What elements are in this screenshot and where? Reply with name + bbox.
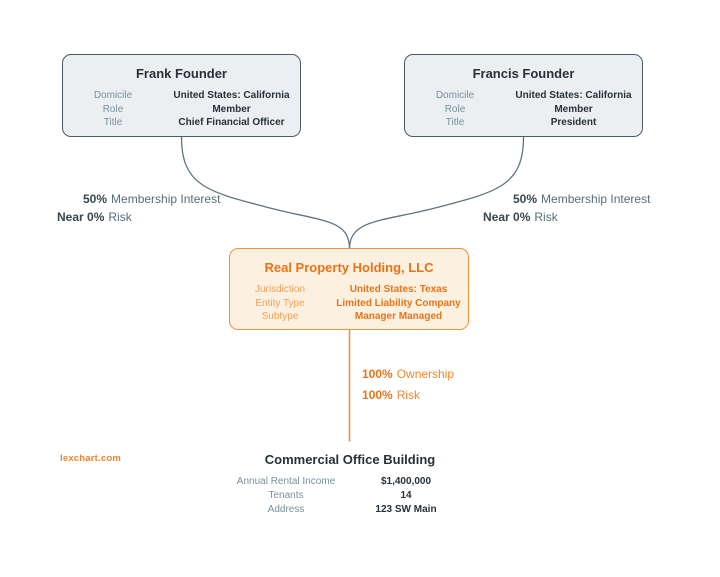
attribute-value: Member bbox=[212, 103, 251, 115]
attribute-label: Address bbox=[267, 504, 305, 515]
node-title: Commercial Office Building bbox=[264, 452, 436, 467]
attribute-value: Member bbox=[554, 103, 593, 115]
attribute-label: Subtype bbox=[261, 311, 299, 322]
attribute-label: Annual Rental Income bbox=[236, 476, 336, 487]
node-attributes bbox=[230, 283, 468, 324]
risk-text: Risk bbox=[396, 388, 421, 402]
risk-text: Risk bbox=[108, 210, 132, 224]
risk-text: Risk bbox=[534, 210, 558, 224]
edge-label-frank-risk bbox=[57, 210, 132, 225]
interest-percent: 50% bbox=[513, 192, 538, 206]
attribute-label: Domicile bbox=[435, 90, 475, 101]
attribute-row bbox=[230, 503, 470, 517]
edge-francis-to-holding-line bbox=[350, 137, 524, 249]
attribute-row bbox=[230, 489, 470, 503]
risk-percent: 100% bbox=[362, 388, 393, 402]
node-attributes bbox=[63, 89, 300, 130]
attribute-value: Limited Liability Company bbox=[336, 297, 461, 309]
attribute-label: Title bbox=[103, 117, 123, 128]
edge-label-frank-interest bbox=[83, 192, 220, 207]
node-title: Francis Founder bbox=[472, 66, 575, 81]
attribute-row bbox=[230, 310, 468, 324]
attribute-value: $1,400,000 bbox=[380, 476, 432, 487]
attribute-value: 14 bbox=[400, 490, 412, 501]
attribute-label: Title bbox=[445, 117, 465, 128]
node-francis-founder[interactable] bbox=[404, 54, 643, 137]
attribute-value: United States: Texas bbox=[349, 284, 448, 295]
attribute-row bbox=[63, 116, 300, 130]
ownership-percent: 100% bbox=[362, 367, 393, 381]
attribute-label: Role bbox=[444, 103, 466, 115]
attribute-row bbox=[63, 89, 300, 103]
node-attributes bbox=[230, 475, 470, 517]
attribute-value: Chief Financial Officer bbox=[178, 117, 285, 128]
attribute-row bbox=[405, 89, 642, 103]
node-commercial-office-building[interactable] bbox=[230, 451, 470, 517]
lexchart-watermark-link[interactable]: lexchart.com bbox=[60, 453, 122, 464]
edge-label-francis-risk bbox=[483, 210, 558, 225]
interest-percent: 50% bbox=[83, 192, 108, 206]
node-attributes bbox=[405, 89, 642, 130]
attribute-value: United States: California bbox=[173, 90, 290, 101]
node-real-property-holding[interactable] bbox=[229, 248, 469, 330]
node-title: Frank Founder bbox=[135, 66, 227, 81]
attribute-row bbox=[230, 475, 470, 489]
edge-label-ownership bbox=[362, 367, 454, 382]
attribute-value: United States: California bbox=[515, 90, 632, 101]
attribute-label: Role bbox=[102, 103, 124, 115]
attribute-label: Jurisdiction bbox=[254, 284, 306, 295]
attribute-label: Domicile bbox=[93, 90, 133, 101]
node-frank-founder[interactable] bbox=[62, 54, 301, 137]
node-title: Real Property Holding, LLC bbox=[264, 260, 434, 275]
risk-percent: Near 0% bbox=[57, 210, 105, 224]
edge-label-ownership-risk bbox=[362, 388, 420, 403]
risk-percent: Near 0% bbox=[483, 210, 531, 224]
ownership-text: Ownership bbox=[396, 367, 455, 381]
interest-text: Membership Interest bbox=[111, 192, 221, 206]
attribute-row bbox=[230, 283, 468, 297]
attribute-value: President bbox=[550, 117, 597, 128]
attribute-row bbox=[405, 116, 642, 130]
attribute-value: Manager Managed bbox=[354, 311, 443, 322]
interest-text: Membership Interest bbox=[541, 192, 651, 206]
attribute-value: 123 SW Main bbox=[375, 504, 437, 515]
edge-label-francis-interest bbox=[513, 192, 650, 207]
attribute-label: Tenants bbox=[268, 490, 304, 501]
attribute-row bbox=[405, 103, 642, 117]
attribute-label: Entity Type bbox=[255, 297, 305, 309]
attribute-row bbox=[63, 103, 300, 117]
attribute-row bbox=[230, 297, 468, 311]
